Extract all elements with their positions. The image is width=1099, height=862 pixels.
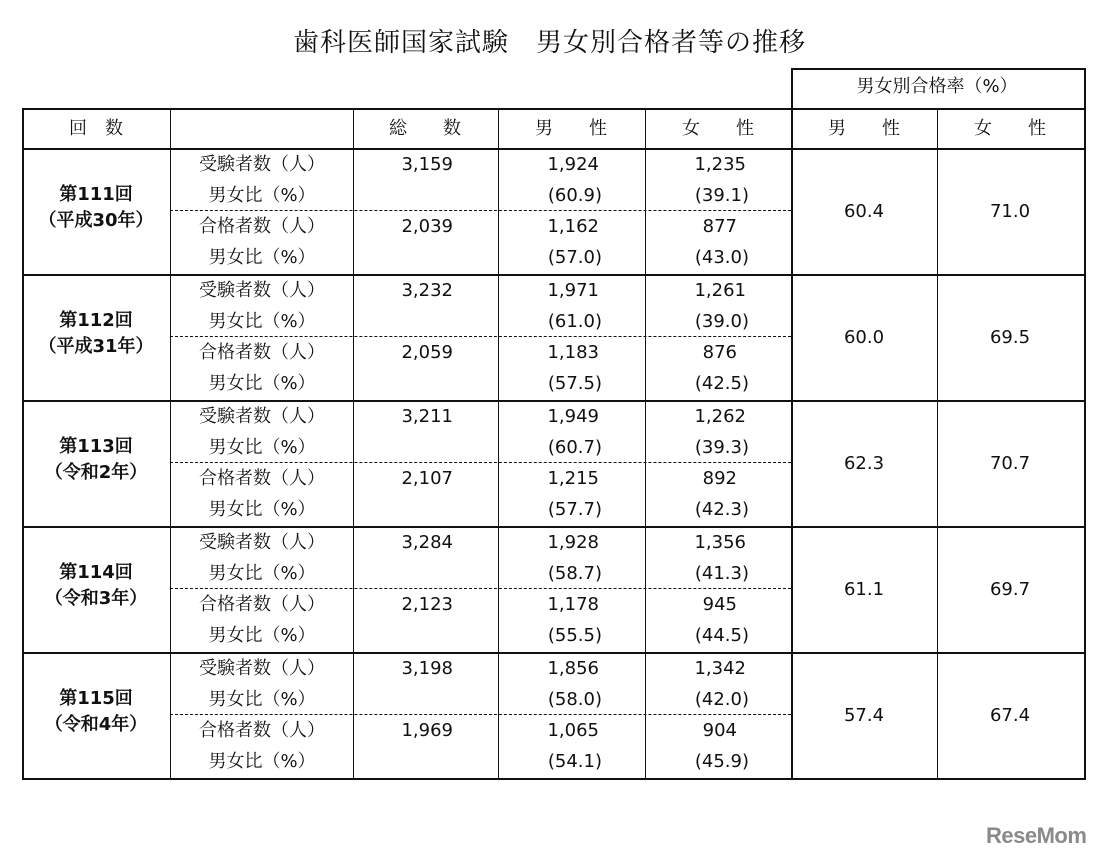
passers-female-ratio: (42.5) bbox=[694, 373, 749, 394]
passers-female: 945 bbox=[702, 594, 737, 615]
block-bottom-border bbox=[22, 274, 1086, 276]
applicants-female-ratio: (39.1) bbox=[694, 185, 749, 206]
rate-female: 71.0 bbox=[989, 201, 1031, 222]
header-top-border bbox=[791, 68, 1086, 70]
applicants-female-ratio: (39.3) bbox=[694, 437, 749, 458]
label-ratio: 男女比（%） bbox=[208, 247, 316, 268]
label-passers: 合格者数（人） bbox=[199, 342, 325, 363]
header-female: 女 性 bbox=[682, 118, 754, 139]
applicants-male: 1,971 bbox=[547, 280, 599, 301]
passers-male-ratio: (57.5) bbox=[547, 373, 602, 394]
passers-male: 1,162 bbox=[547, 216, 599, 237]
applicants-female-ratio: (42.0) bbox=[694, 689, 749, 710]
passers-total: 2,059 bbox=[401, 342, 453, 363]
rate-male: 62.3 bbox=[843, 453, 885, 474]
passers-male-ratio: (55.5) bbox=[547, 625, 602, 646]
column-divider bbox=[353, 108, 354, 778]
applicants-female: 1,342 bbox=[694, 658, 746, 679]
header-rate-group: 男女別合格率（%） bbox=[856, 76, 1018, 97]
passers-total: 1,969 bbox=[401, 720, 453, 741]
block-bottom-border bbox=[22, 778, 1086, 780]
header-mid-border bbox=[22, 108, 1086, 110]
exam-year: （令和2年） bbox=[44, 462, 148, 483]
applicants-total: 3,159 bbox=[401, 154, 453, 175]
header-bottom-border bbox=[22, 148, 1086, 150]
applicants-male: 1,928 bbox=[547, 532, 599, 553]
header-rate-male: 男 性 bbox=[828, 118, 900, 139]
exam-year: （令和4年） bbox=[44, 714, 148, 735]
passers-male: 1,178 bbox=[547, 594, 599, 615]
block-bottom-border bbox=[22, 526, 1086, 528]
exam-number: 第113回 bbox=[59, 436, 133, 457]
passers-total: 2,107 bbox=[401, 468, 453, 489]
passers-male: 1,065 bbox=[547, 720, 599, 741]
page-title: 歯科医師国家試験 男女別合格者等の推移 bbox=[292, 28, 806, 58]
passers-male: 1,215 bbox=[547, 468, 599, 489]
passers-female-ratio: (45.9) bbox=[694, 751, 749, 772]
passers-total: 2,039 bbox=[401, 216, 453, 237]
passers-female: 876 bbox=[702, 342, 737, 363]
rate-male: 61.1 bbox=[843, 579, 885, 600]
applicants-male-ratio: (61.0) bbox=[547, 311, 602, 332]
applicants-total: 3,232 bbox=[401, 280, 453, 301]
label-applicants: 受験者数（人） bbox=[199, 406, 325, 427]
applicants-male-ratio: (58.7) bbox=[547, 563, 602, 584]
label-passers: 合格者数（人） bbox=[199, 468, 325, 489]
exam-number: 第111回 bbox=[59, 184, 133, 205]
rate-female: 69.7 bbox=[989, 579, 1031, 600]
exam-number: 第115回 bbox=[59, 688, 133, 709]
applicants-female: 1,235 bbox=[694, 154, 746, 175]
applicants-male-ratio: (58.0) bbox=[547, 689, 602, 710]
passers-male: 1,183 bbox=[547, 342, 599, 363]
applicants-female: 1,261 bbox=[694, 280, 746, 301]
table-right-border bbox=[1084, 68, 1086, 780]
header-rate-female: 女 性 bbox=[974, 118, 1046, 139]
applicants-total: 3,284 bbox=[401, 532, 453, 553]
label-ratio: 男女比（%） bbox=[208, 689, 316, 710]
dashed-divider bbox=[170, 714, 791, 715]
passers-total: 2,123 bbox=[401, 594, 453, 615]
passers-female-ratio: (43.0) bbox=[694, 247, 749, 268]
dashed-divider bbox=[170, 588, 791, 589]
label-applicants: 受験者数（人） bbox=[199, 658, 325, 679]
block-bottom-border bbox=[22, 400, 1086, 402]
dashed-divider bbox=[170, 336, 791, 337]
applicants-female: 1,262 bbox=[694, 406, 746, 427]
exam-year: （平成30年） bbox=[38, 210, 154, 231]
dashed-divider bbox=[170, 210, 791, 211]
applicants-female: 1,356 bbox=[694, 532, 746, 553]
exam-year: （令和3年） bbox=[44, 588, 148, 609]
header-total: 総 数 bbox=[389, 118, 461, 139]
column-divider bbox=[645, 108, 646, 778]
label-ratio: 男女比（%） bbox=[208, 373, 316, 394]
column-divider bbox=[498, 108, 499, 778]
exam-number: 第112回 bbox=[59, 310, 133, 331]
resemom-logo: ReseMom bbox=[986, 823, 1087, 848]
rate-male: 60.4 bbox=[843, 201, 885, 222]
applicants-male-ratio: (60.7) bbox=[547, 437, 602, 458]
label-ratio: 男女比（%） bbox=[208, 185, 316, 206]
rate-male: 57.4 bbox=[843, 705, 885, 726]
column-divider bbox=[170, 108, 171, 778]
exam-year: （平成31年） bbox=[38, 336, 154, 357]
column-divider bbox=[937, 108, 938, 778]
passers-male-ratio: (57.0) bbox=[547, 247, 602, 268]
applicants-total: 3,198 bbox=[401, 658, 453, 679]
label-ratio: 男女比（%） bbox=[208, 563, 316, 584]
rate-female: 67.4 bbox=[989, 705, 1031, 726]
label-ratio: 男女比（%） bbox=[208, 751, 316, 772]
rate-female: 69.5 bbox=[989, 327, 1031, 348]
header-male: 男 性 bbox=[535, 118, 607, 139]
rate-male: 60.0 bbox=[843, 327, 885, 348]
label-ratio: 男女比（%） bbox=[208, 437, 316, 458]
header-kaisuu: 回 数 bbox=[69, 118, 123, 139]
applicants-male: 1,949 bbox=[547, 406, 599, 427]
passers-male-ratio: (57.7) bbox=[547, 499, 602, 520]
block-bottom-border bbox=[22, 652, 1086, 654]
passers-female-ratio: (44.5) bbox=[694, 625, 749, 646]
label-passers: 合格者数（人） bbox=[199, 594, 325, 615]
passers-male-ratio: (54.1) bbox=[547, 751, 602, 772]
dashed-divider bbox=[170, 462, 791, 463]
applicants-total: 3,211 bbox=[401, 406, 453, 427]
label-applicants: 受験者数（人） bbox=[199, 532, 325, 553]
table-left-border bbox=[22, 108, 24, 780]
label-passers: 合格者数（人） bbox=[199, 216, 325, 237]
label-ratio: 男女比（%） bbox=[208, 499, 316, 520]
applicants-male: 1,856 bbox=[547, 658, 599, 679]
passers-female: 892 bbox=[702, 468, 737, 489]
label-applicants: 受験者数（人） bbox=[199, 280, 325, 301]
applicants-female-ratio: (39.0) bbox=[694, 311, 749, 332]
label-ratio: 男女比（%） bbox=[208, 311, 316, 332]
passers-female: 877 bbox=[702, 216, 737, 237]
passers-female: 904 bbox=[702, 720, 737, 741]
exam-number: 第114回 bbox=[59, 562, 133, 583]
applicants-male-ratio: (60.9) bbox=[547, 185, 602, 206]
label-passers: 合格者数（人） bbox=[199, 720, 325, 741]
label-ratio: 男女比（%） bbox=[208, 625, 316, 646]
applicants-female-ratio: (41.3) bbox=[694, 563, 749, 584]
passers-female-ratio: (42.3) bbox=[694, 499, 749, 520]
label-applicants: 受験者数（人） bbox=[199, 154, 325, 175]
rate-left-border bbox=[791, 68, 793, 780]
rate-female: 70.7 bbox=[989, 453, 1031, 474]
applicants-male: 1,924 bbox=[547, 154, 599, 175]
